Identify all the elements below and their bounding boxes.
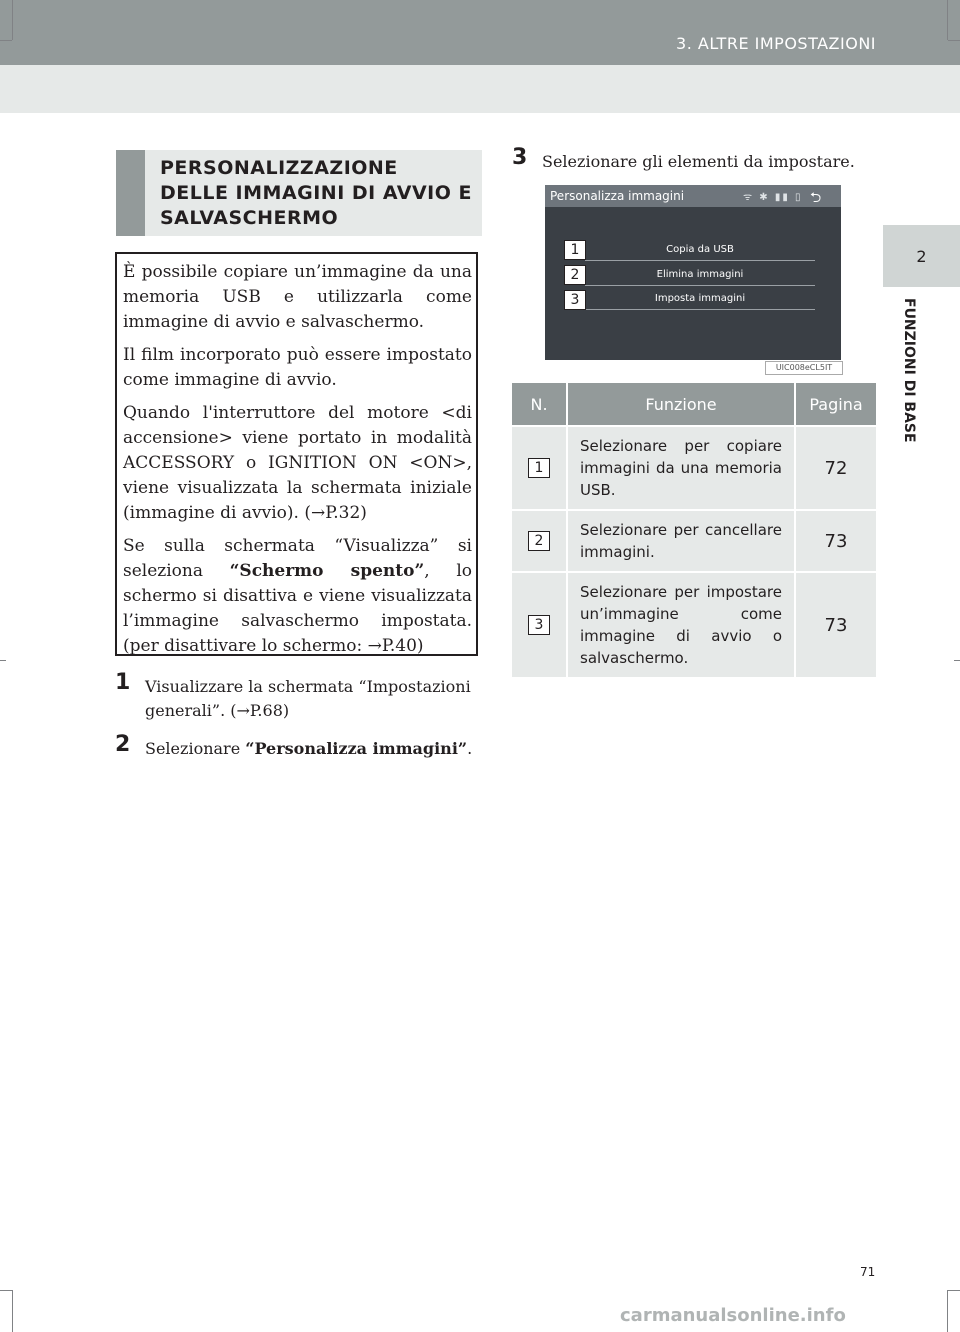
screen-title: Personalizza immagini — [550, 189, 685, 203]
info-bold-term: “Schermo spento” — [229, 561, 425, 581]
back-arrow-icon[interactable]: ⮌ — [810, 190, 822, 206]
watermark: carmanualsonline.info — [620, 1305, 846, 1326]
crop-mark — [0, 40, 12, 41]
crop-mark — [948, 40, 960, 41]
table-row — [512, 510, 876, 572]
function-table — [512, 383, 876, 677]
table-cell-page: 73 — [795, 510, 876, 572]
callout-number: 3 — [564, 290, 586, 310]
table-cell-function: Selezionare per cancellare immagini. — [567, 510, 795, 572]
step-number: 3 — [512, 145, 528, 170]
step-bold-term: “Personalizza immagini” — [245, 739, 468, 758]
crop-mark — [12, 1290, 13, 1332]
chapter-side-label-text: FUNZIONI DI BASE — [901, 298, 917, 443]
page-number: 71 — [860, 1265, 876, 1279]
table-cell-number — [512, 426, 567, 510]
step-3 — [512, 145, 882, 176]
crop-mark — [947, 1290, 948, 1332]
row-number-box: 1 — [528, 458, 550, 478]
status-icons: ᯤ ✱ ▮▮ ▯ — [743, 192, 803, 203]
table-header: N. — [512, 383, 567, 426]
row-number-box: 3 — [528, 615, 550, 635]
table-cell-number — [512, 572, 567, 677]
table-cell-function: Selezionare per copiare immagini da una memoria USB. — [567, 426, 795, 510]
info-paragraph: È possibile copiare un’immagine da una memoria USB e utilizzarla come immagine di avvio e salvaschermo. — [123, 262, 472, 332]
info-box — [115, 252, 478, 656]
crop-mark — [954, 660, 960, 661]
chapter-tab — [883, 225, 960, 287]
crop-mark — [947, 0, 948, 40]
info-text: Se sulla schermata “Visualizza” si seleziona — [123, 536, 472, 581]
crop-mark — [0, 1290, 12, 1291]
step-text: Visualizzare la schermata “Impostazioni generali”. (→P.68) — [145, 677, 471, 720]
chapter-tab-number: 2 — [916, 246, 927, 266]
row-number-box: 2 — [528, 531, 550, 551]
table-cell-page: 73 — [795, 572, 876, 677]
crop-mark — [0, 660, 6, 661]
chapter-side-label — [898, 298, 920, 468]
step-text-part: Selezionare — [145, 739, 246, 758]
table-header: Pagina — [795, 383, 876, 426]
chapter-title: 3. ALTRE IMPOSTAZIONI — [676, 34, 876, 53]
header-band — [0, 0, 960, 65]
screen-button-copy-usb[interactable]: Copia da USB — [585, 240, 815, 261]
table-header: Funzione — [567, 383, 795, 426]
table-cell-page: 72 — [795, 426, 876, 510]
callout-number: 1 — [564, 240, 586, 260]
section-title-bar — [116, 150, 145, 236]
step-1 — [115, 670, 481, 725]
header-subband — [0, 65, 960, 113]
screen-button-set-images[interactable]: Imposta immagini — [585, 289, 815, 310]
info-paragraph: Il film incorporato può essere impostato come immagine di avvio. — [123, 345, 472, 390]
step-text: Selezionare gli elementi da impostare. — [542, 152, 855, 171]
info-paragraph: Quando l'interruttore del motore <di accensione> viene portato in modalità ACCESSORY o IGNITION ON <ON>, viene visualizzata la schermata iniziale (immagine di avvio). (→P.32) — [123, 403, 472, 523]
table-cell-number — [512, 510, 567, 572]
screen-button-delete-images[interactable]: Elimina immagini — [585, 265, 815, 286]
info-text: , lo schermo si disattiva e viene visualizzata l’immagine salvaschermo impostata. (per disattivare lo schermo: →P.40) — [123, 561, 473, 656]
callout-number: 2 — [564, 265, 586, 285]
table-row — [512, 572, 876, 677]
screen-illustration — [545, 185, 841, 360]
table-cell-function: Selezionare per impostare un’immagine come immagine di avvio o salvaschermo. — [567, 572, 795, 677]
step-2 — [115, 732, 481, 763]
step-number: 2 — [115, 732, 131, 757]
section-title-block — [116, 150, 482, 236]
step-text — [145, 737, 481, 761]
step-number: 1 — [115, 670, 131, 695]
table-header-row — [512, 383, 876, 426]
crop-mark — [948, 1290, 960, 1291]
section-title: PERSONALIZZAZIONE DELLE IMMAGINI DI AVVIO E SALVASCHERMO — [160, 157, 472, 229]
info-paragraph — [123, 534, 472, 659]
image-code: UIC008eCL5IT — [765, 361, 843, 375]
crop-mark — [12, 0, 13, 40]
step-text-part: . — [467, 739, 473, 758]
table-row — [512, 426, 876, 510]
